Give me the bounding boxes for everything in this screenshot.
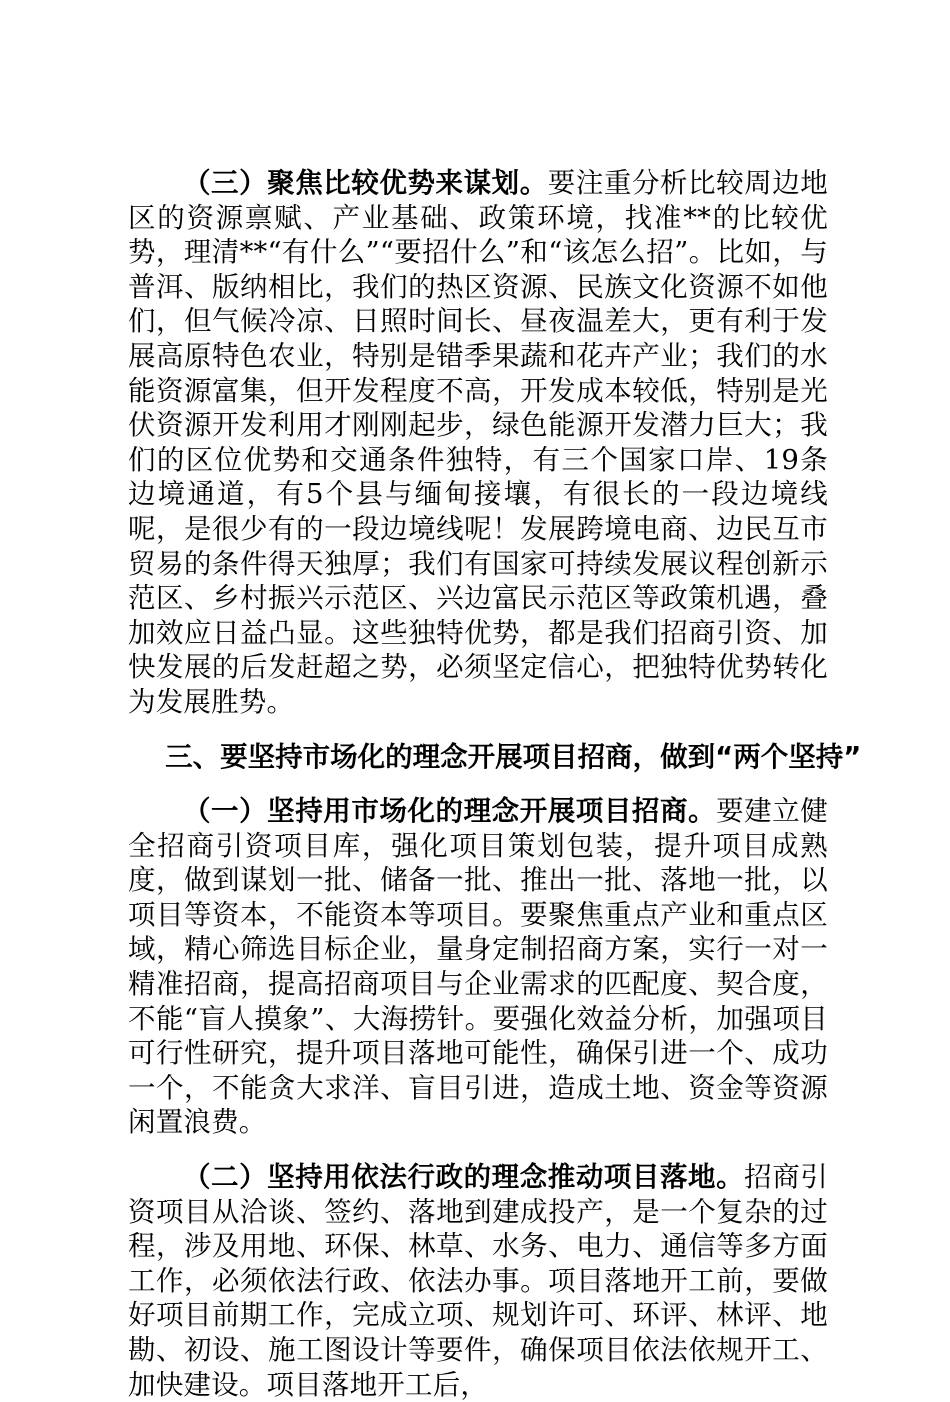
paragraph-text: 要注重分析比较周边地区的资源禀赋、产业基础、政策环境，找准**的比较优势，理清**“有什么”“要招什么”和“该怎么招”。比如，与普洱、版纳相比，我们的热区资源、民族文化资源不如他们，但气候冷凉、日照时间长、昼夜温差大，更有利于发展高原特色农业，特别是错季果蔬和花卉产业；我们的水能资源富集，但开发程度不高，开发成本较低，特别是光伏资源开发利用才刚刚起步，绿色能源开发潜力巨大；我们的区位优势和交通条件独特，有三个国家口岸、19条边境通道，有5个县与缅甸接壤，有很长的一段边境线呢，是很少有的一段边境线呢！发展跨境电商、边民互市贸易的条件得天独厚；我们有国家可持续发展议程创新示范区、乡村振兴示范区、兴边富民示范区等政策机遇，叠加效应日益凸显。这些独特优势，都是我们招商引资、加快发展的后发赶超之势，必须坚定信心，把独特优势转化为发展胜势。 [128, 167, 828, 718]
paragraph-lawful-administration [128, 1160, 828, 1402]
paragraph-text: 要建立健全招商引资项目库，强化项目策划包装，提升项目成熟度，做到谋划一批、储备一批、推出一批、落地一批，以项目等资本，不能资本等项目。要聚焦重点产业和重点区域，精心筛选目标企业，量身定制招商方案，实行一对一精准招商，提高招商项目与企业需求的匹配度、契合度，不能“盲人摸象”、大海捞针。要强化效益分析，加强项目可行性研究，提升项目落地可能性，确保引进一个、成功一个，不能贪大求洋、盲目引进，造成土地、资金等资源闲置浪费。 [128, 795, 828, 1139]
document-body [128, 166, 862, 1402]
paragraph-lead-heading: （二）坚持用依法行政的理念推动项目落地。 [183, 1161, 745, 1194]
paragraph-market-oriented [128, 794, 828, 1140]
paragraph-lead-heading: （三）聚焦比较优势来谋划。 [183, 167, 548, 199]
paragraph-lead-heading: （一）坚持用市场化的理念开展项目招商。 [183, 795, 717, 828]
paragraph-comparative-advantage [128, 166, 828, 720]
section-heading: 三、要坚持市场化的理念开展项目招商，做到“两个坚持” [165, 740, 862, 773]
paragraph-text: 招商引资项目从洽谈、签约、落地到建成投产，是一个复杂的过程，涉及用地、环保、林草、水务、电力、通信等多方面工作，必须依法行政、依法办事。项目落地开工前，要做好项目前期工作，完成立项、规划许可、环评、林评、地勘、初设、施工图设计等要件，确保项目依法依规开工、加快建设。项目落地开工后， [128, 1161, 828, 1401]
